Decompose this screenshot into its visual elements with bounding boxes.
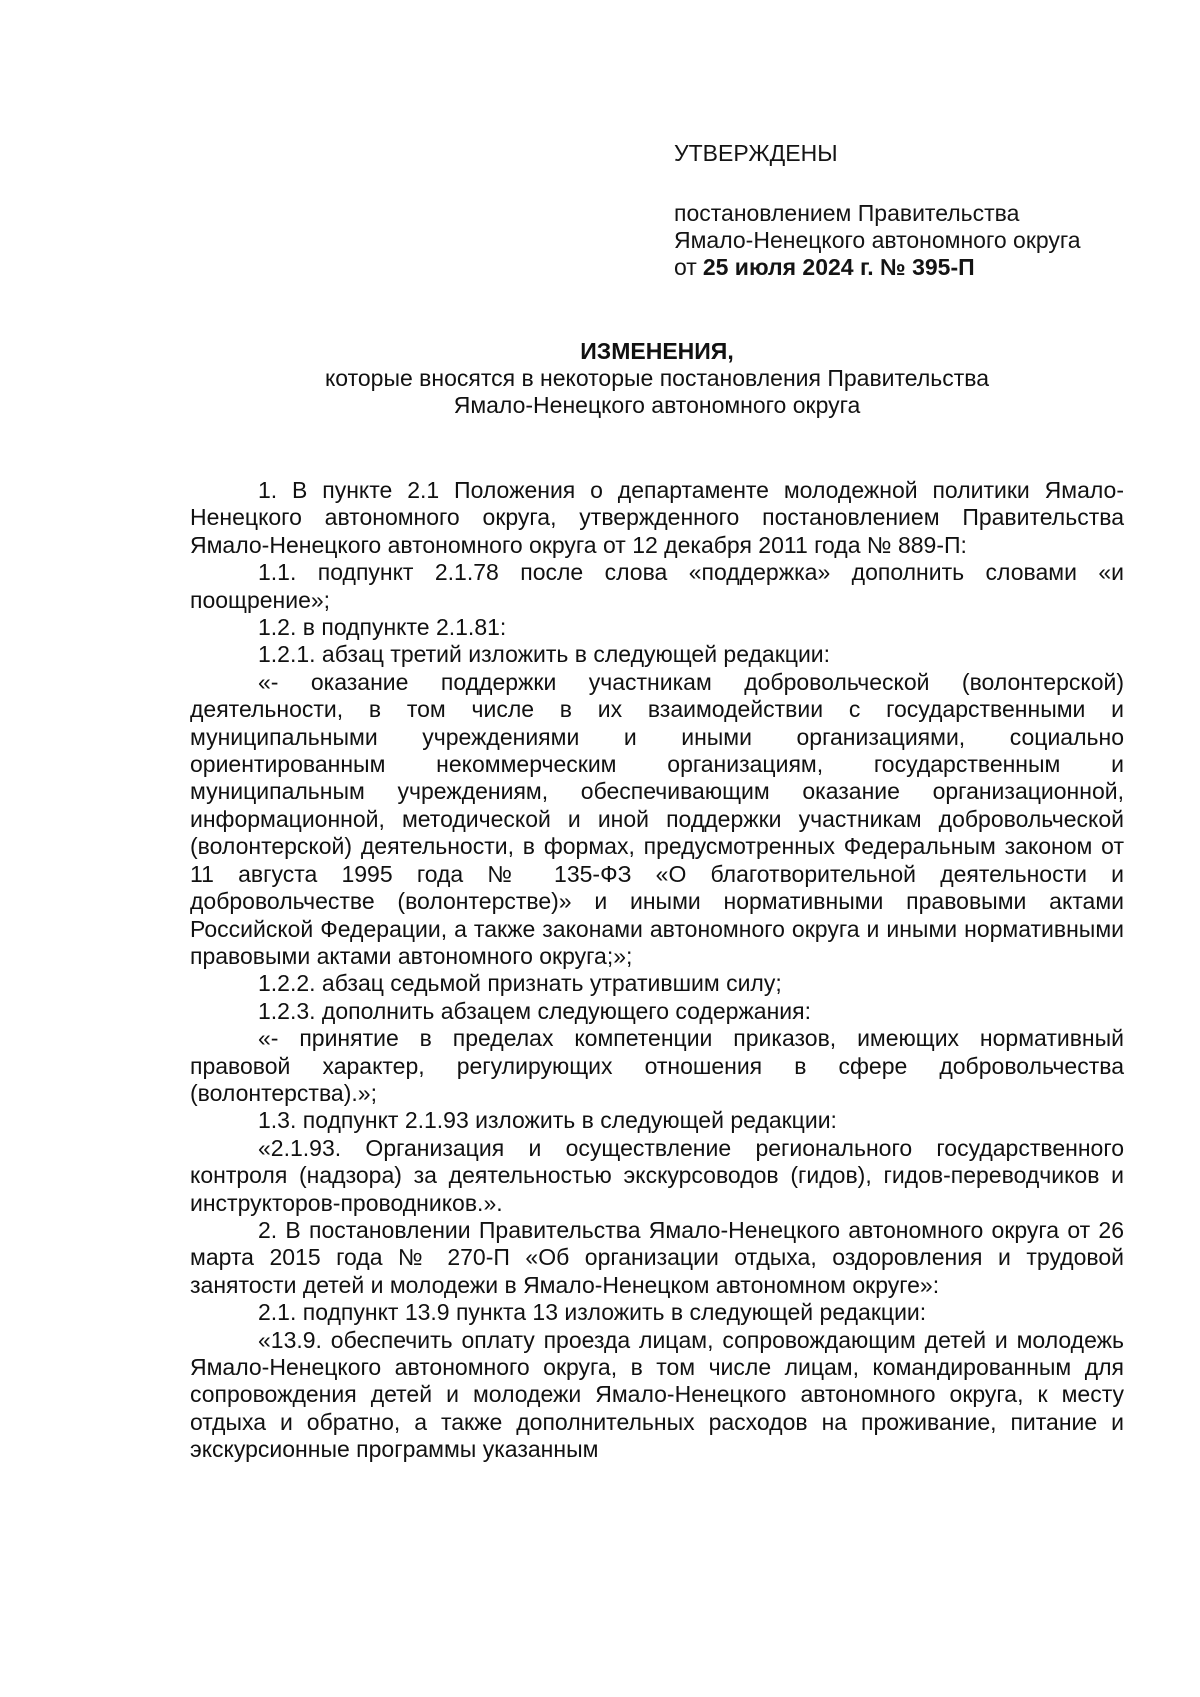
approval-line-1: постановлением Правительства xyxy=(674,200,1020,226)
paragraph: 1.3. подпункт 2.1.93 изложить в следующей редакции: xyxy=(258,1107,837,1134)
document-subtitle-line-2: Ямало-Ненецкого автономного округа xyxy=(453,392,861,418)
paragraph: 1.2. в подпункте 2.1.81: xyxy=(258,614,507,641)
approval-line-2: Ямало-Ненецкого автономного округа xyxy=(674,227,1081,253)
approval-date-line xyxy=(674,254,1134,281)
approval-stamp xyxy=(674,140,1134,281)
paragraph: 1.2.3. дополнить абзацем следующего содержания: xyxy=(258,997,811,1024)
paragraph: «13.9. обеспечить оплату проезда лицам, сопровождающим детей и молодежь Ямало-Ненецкого автономного округа, в том числе лицам, командированным для сопровождения детей и молодежи Ямало-Ненецкого автономного округа, к месту отдыха и обратно, а также дополнительных расходов на проживание, питание и экскурсионные программы указанным xyxy=(190,1326,1124,1463)
document-title: ИЗМЕНЕНИЯ, xyxy=(580,338,734,364)
paragraph: 1. В пункте 2.1 Положения о департаменте молодежной политики Ямало-Ненецкого автономного округа, утвержденного постановлением Правительства Ямало-Ненецкого автономного округа от 12 декабря 2011 года № 889-П: xyxy=(190,477,1124,558)
approved-word: УТВЕРЖДЕНЫ xyxy=(674,140,838,166)
paragraph: «- принятие в пределах компетенции приказов, имеющих нормативный правовой характер, регулирующих отношения в сфере добровольчества (волонтерства).»; xyxy=(190,1025,1124,1106)
paragraph: 2.1. подпункт 13.9 пункта 13 изложить в следующей редакции: xyxy=(258,1299,927,1326)
document-subtitle-line-1: которые вносятся в некоторые постановления Правительства xyxy=(324,365,990,391)
approval-date-prefix: от xyxy=(674,254,697,280)
paragraph: 1.1. подпункт 2.1.78 после слова «поддержка» дополнить словами «и поощрение»; xyxy=(190,559,1124,613)
paragraph: 1.2.1. абзац третий изложить в следующей редакции: xyxy=(258,641,831,668)
paragraph: «- оказание поддержки участникам добровольческой (волонтерской) деятельности, в том числе в их взаимодействии с государственными и муниципальными учреждениями и иными организациями, социально ориентированным некоммерческим организациям, государственным и муниципальным учреждениям, обеспечивающим оказание организационной, информационной, методической и иной поддержки участникам добровольческой (волонтерской) деятельности, в формах, предусмотренных Федеральным законом от 11 августа 1995 года № 135-ФЗ «О благотворительной деятельности и добровольчестве (волонтерстве)» и иными нормативными правовыми актами Российской Федерации, а также законами автономного округа и иными нормативными правовыми актами автономного округа;»; xyxy=(190,668,1124,969)
document-body xyxy=(190,477,1124,1464)
paragraph: 2. В постановлении Правительства Ямало-Ненецкого автономного округа от 26 марта 2015 года № 270-П «Об организации отдыха, оздоровления и трудовой занятости детей и молодежи в Ямало-Ненецком автономном округе»: xyxy=(190,1216,1124,1298)
approval-date-number: 25 июля 2024 г. № 395-П xyxy=(702,254,975,280)
paragraph: 1.2.2. абзац седьмой признать утратившим силу; xyxy=(258,970,782,997)
paragraph: «2.1.93. Организация и осуществление регионального государственного контроля (надзора) за деятельностью экскурсоводов (гидов), гидов-переводчиков и инструкторов-проводников.». xyxy=(190,1134,1124,1216)
document-heading xyxy=(190,338,1124,419)
